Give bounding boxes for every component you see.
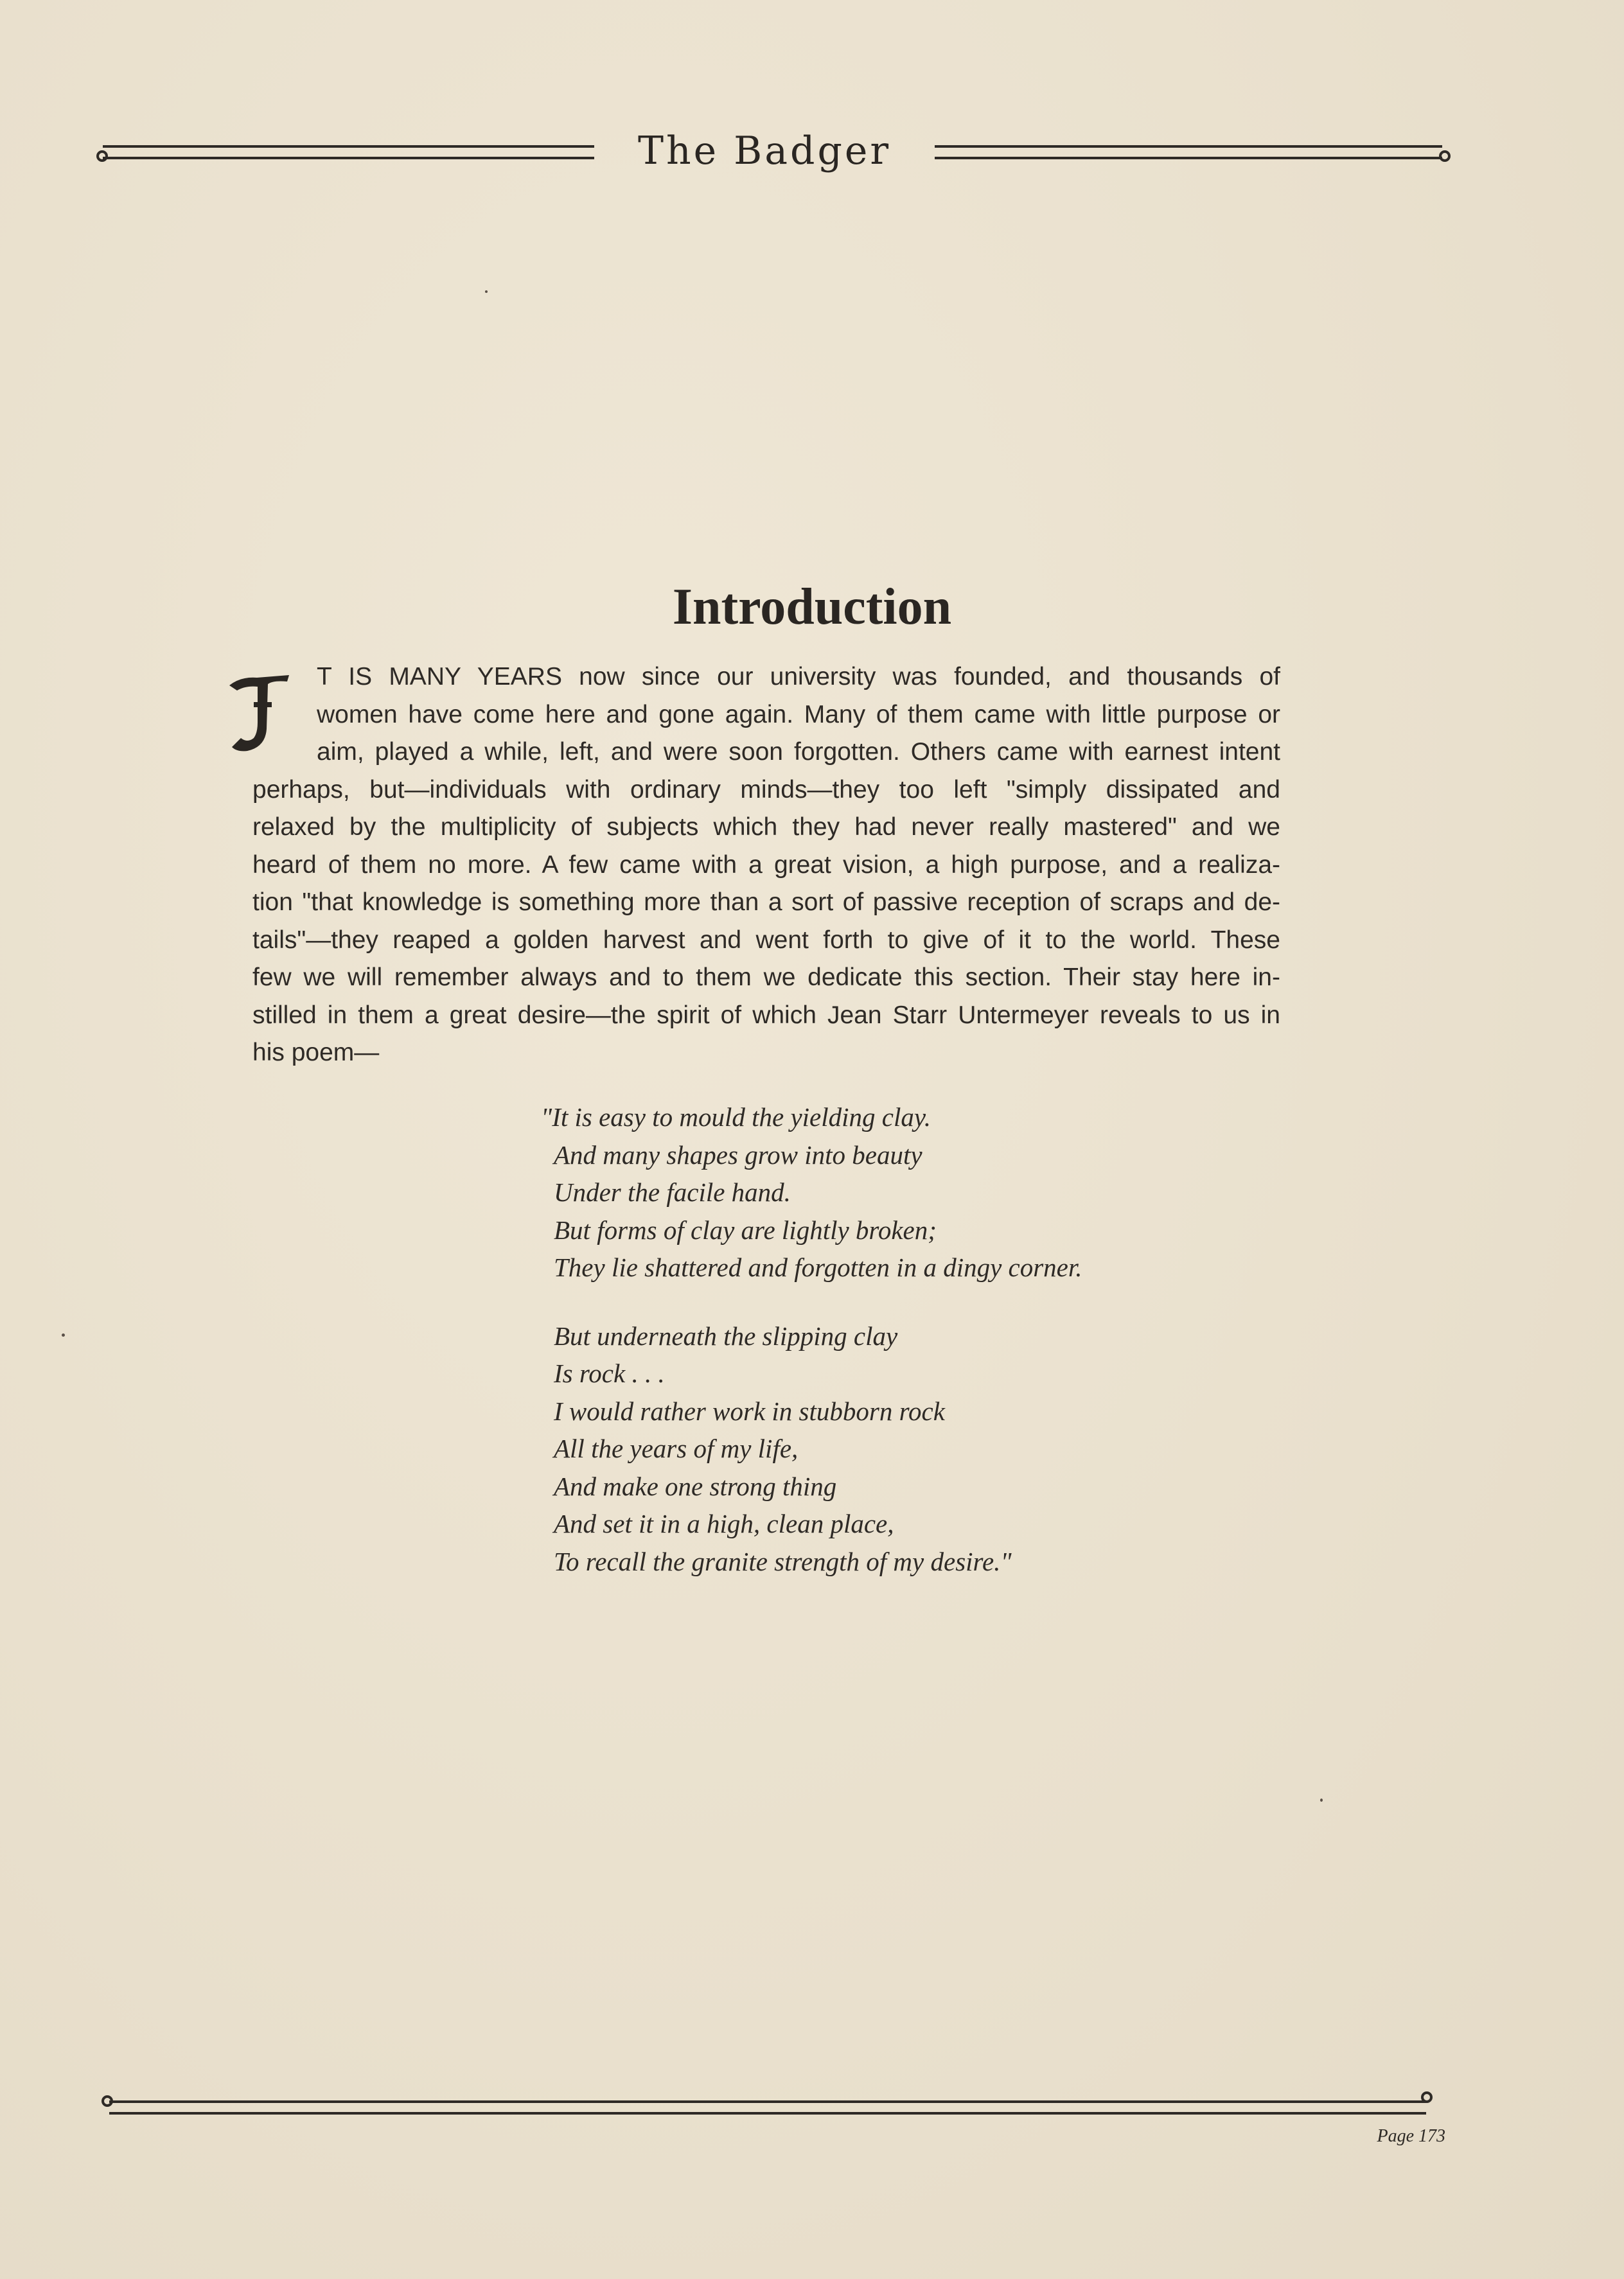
- poem-stanza-2: [554, 1317, 1196, 1581]
- header-rule-left: [103, 145, 594, 159]
- paragraph-line: aim, played a while, left, and were soon forgotten. Others came with earnest intent: [317, 738, 1280, 766]
- running-header: [90, 122, 1439, 186]
- paragraph-line: tion "that knowledge is something more than a sort of passive reception of scraps and de-: [252, 888, 1280, 916]
- intro-paragraph: [252, 658, 1280, 1072]
- footer-rule: [109, 2100, 1426, 2115]
- poem-line: To recall the granite strength of my desire.": [554, 1546, 1012, 1576]
- paragraph-line: women have come here and gone again. Many of them came with little purpose or: [317, 700, 1280, 728]
- page-number: Page 173: [1377, 2126, 1445, 2146]
- poem-line: Under the facile hand.: [554, 1177, 791, 1207]
- poem-line: They lie shattered and forgotten in a dingy corner.: [554, 1253, 1082, 1282]
- paper-speck: [1320, 1799, 1323, 1802]
- paragraph-line: stilled in them a great desire—the spirit of which Jean Starr Untermeyer reveals to us in: [252, 1001, 1280, 1029]
- footer-right-curl-ornament: [1421, 2091, 1433, 2103]
- paragraph-line: relaxed by the multiplicity of subjects which they had never really mastered" and we: [252, 813, 1280, 841]
- poem-stanza-1: [541, 1098, 1196, 1287]
- publication-title: The Badger: [637, 128, 892, 173]
- poem-line: But forms of clay are lightly broken;: [554, 1215, 937, 1245]
- header-rule-right: [935, 145, 1442, 159]
- poem-quotation: [541, 1098, 1196, 1611]
- section-heading: Introduction: [672, 579, 952, 635]
- poem-line: All the years of my life,: [554, 1434, 799, 1463]
- paragraph-line: T IS MANY YEARS now since our university was founded, and thousands of: [317, 663, 1280, 691]
- paragraph-line: his poem—: [252, 1039, 380, 1066]
- paper-speck: [485, 290, 488, 293]
- poem-line: But underneath the slipping clay: [554, 1321, 898, 1351]
- poem-line: And set it in a high, clean place,: [554, 1509, 894, 1538]
- dropcap-letter: [228, 671, 292, 755]
- paragraph-line: few we will remember always and to them we dedicate this section. Their stay here in-: [252, 964, 1280, 991]
- paragraph-line: tails"—they reaped a golden harvest and went forth to give of it to the world. These: [252, 926, 1280, 954]
- poem-line: And make one strong thing: [554, 1471, 837, 1501]
- right-curl-ornament: [1439, 150, 1451, 162]
- poem-line: "It is easy to mould the yielding clay.: [541, 1102, 931, 1132]
- poem-line: And many shapes grow into beauty: [554, 1140, 922, 1170]
- paragraph-line: heard of them no more. A few came with a great vision, a high purpose, and a realiza-: [252, 850, 1280, 879]
- poem-line: I would rather work in stubborn rock: [554, 1396, 945, 1426]
- paper-speck: [62, 1333, 65, 1337]
- paragraph-line: perhaps, but—individuals with ordinary minds—they too left "simply dissipated and: [252, 775, 1280, 804]
- poem-line: Is rock . . .: [554, 1359, 665, 1388]
